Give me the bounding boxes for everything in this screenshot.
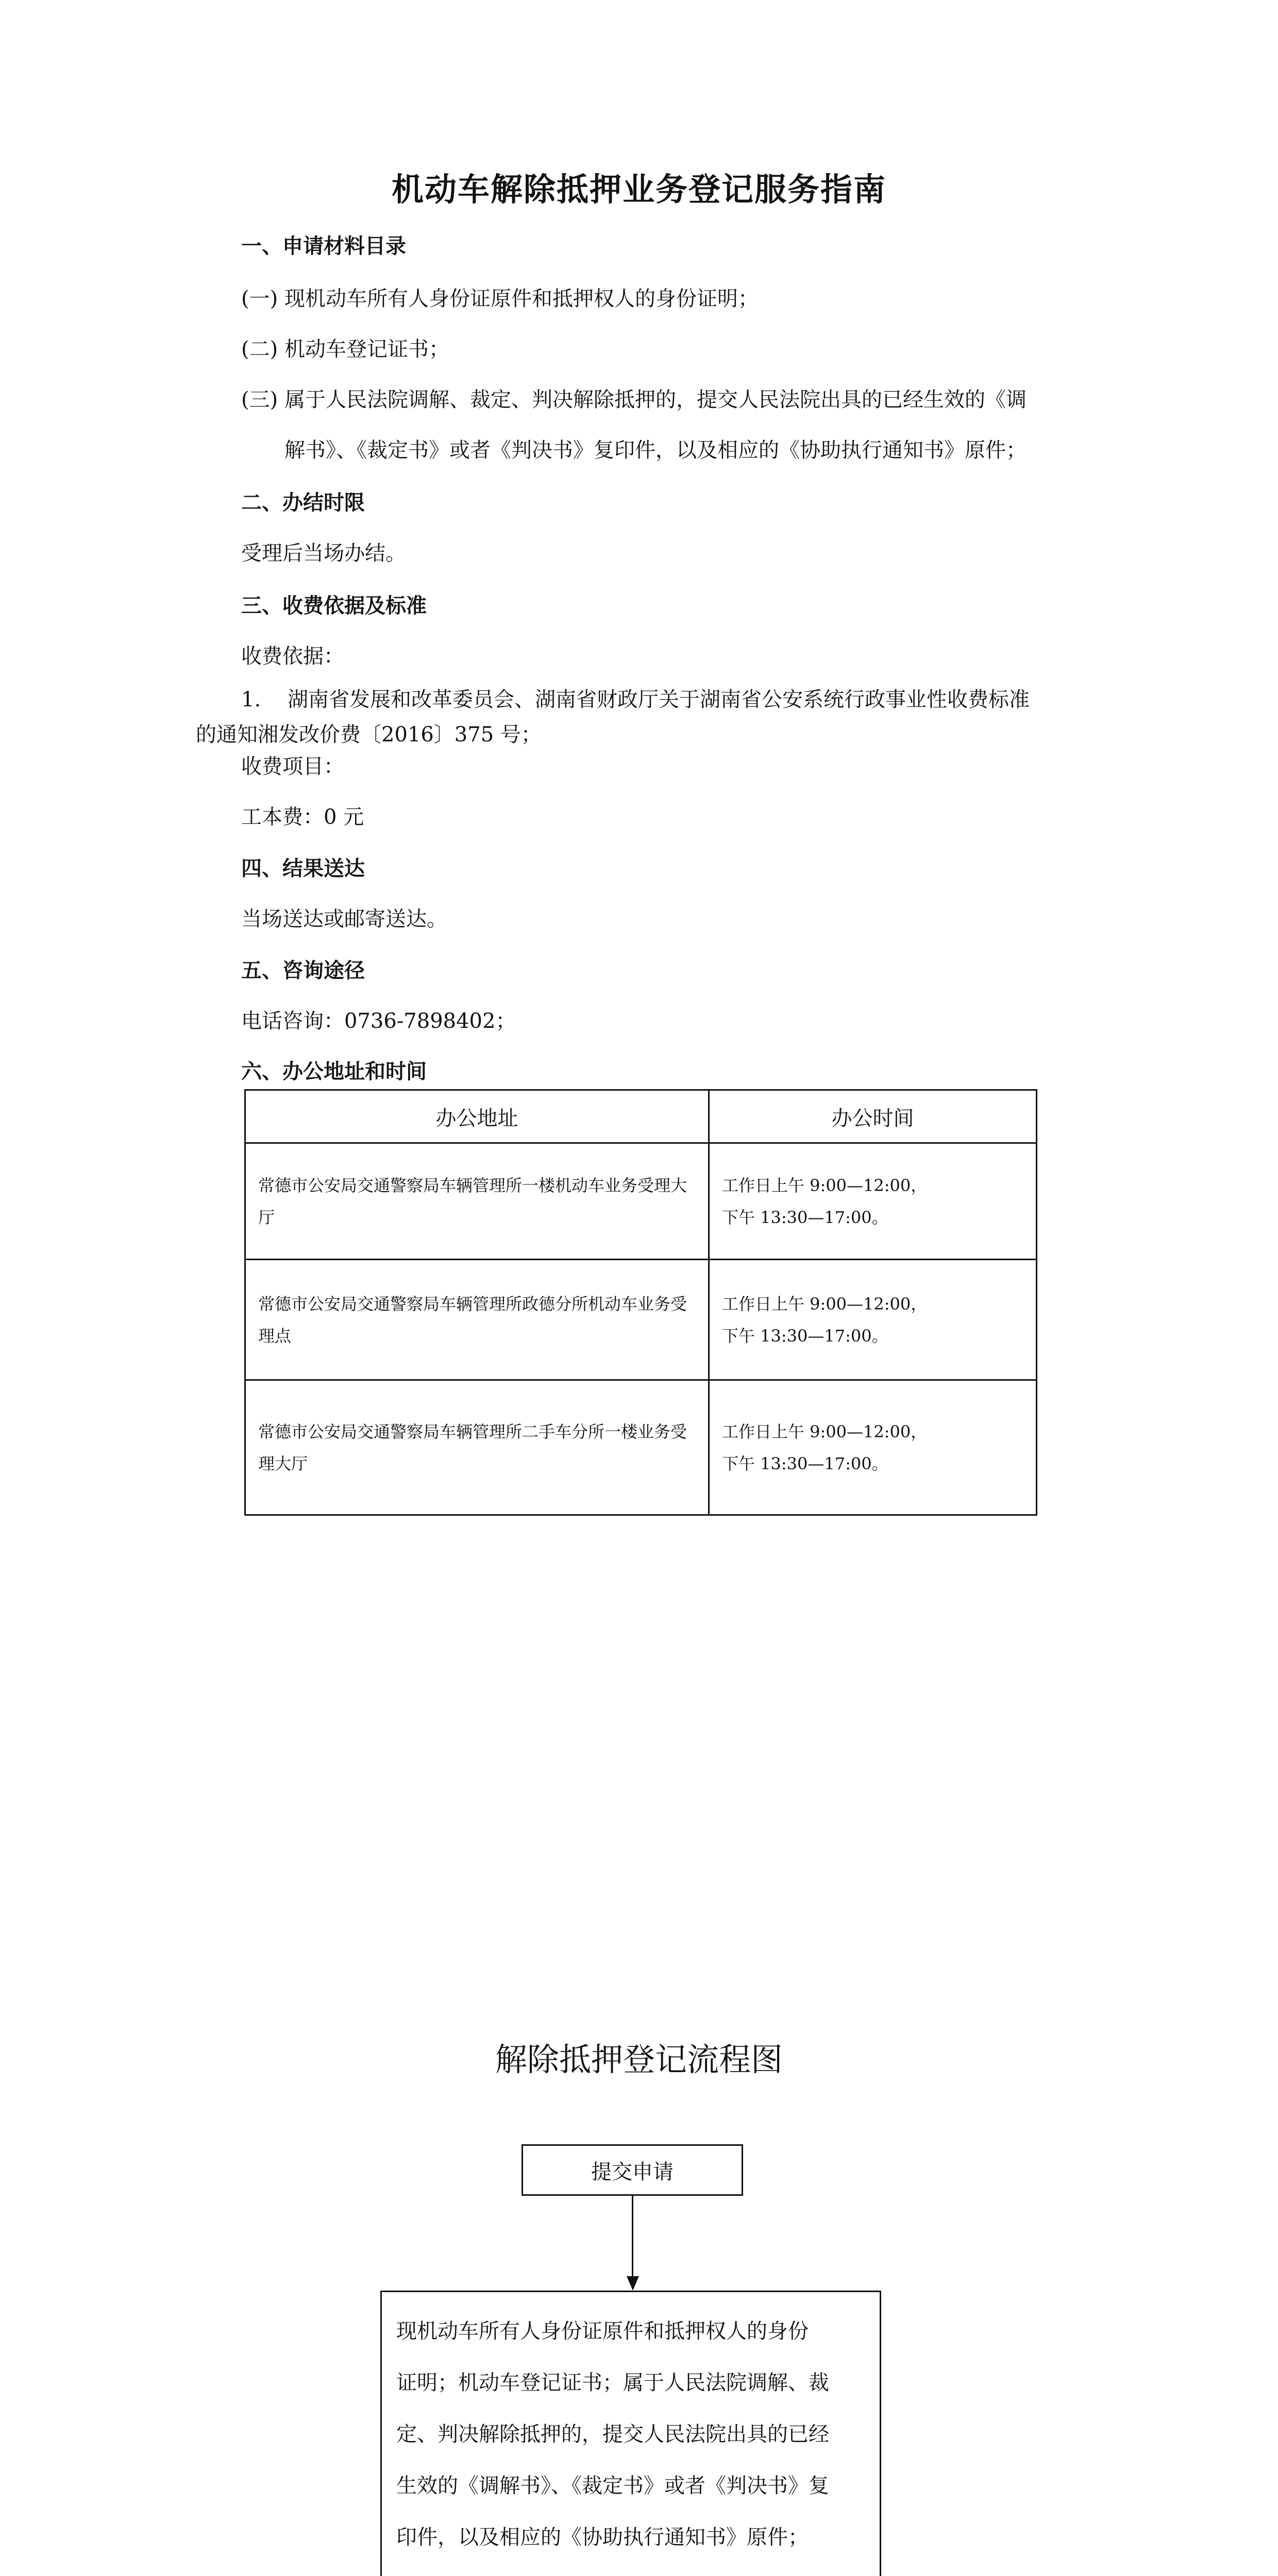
table-row: [245, 1380, 1037, 1515]
time-limit-text: 受理后当场办结。: [241, 541, 406, 565]
table-row: [245, 1260, 1037, 1380]
material-item-text-3-line2: 解书》、《裁定书》或者《判决书》复印件，以及相应的《协助执行通知书》原件；: [284, 438, 1027, 462]
page-title: 机动车解除抵押业务登记服务指南: [391, 171, 886, 208]
office-hours-afternoon: 下午 13:30—17:00。: [722, 1453, 888, 1473]
office-address: 常德市公安局交通警察局车辆管理所政德分所机动车业务受理点: [245, 1260, 709, 1380]
office-table: [244, 1089, 1037, 1516]
material-item-num-2: (二): [241, 337, 278, 361]
fee-items-label: 收费项目：: [241, 755, 344, 778]
material-item-text-2: 机动车登记证书；: [284, 337, 449, 361]
fee-cost: 工本费：0 元: [241, 805, 364, 829]
delivery-text: 当场送达或邮寄送达。: [241, 907, 447, 931]
flow-step-materials: [380, 2291, 881, 2576]
flow-step-materials-line-3: 定、判决解除抵押的，提交人民法院出具的已经: [396, 2422, 829, 2446]
fee-basis-num: 1.: [241, 688, 261, 711]
fee-basis-label: 收费依据：: [241, 645, 344, 668]
office-hours: [709, 1380, 1037, 1515]
office-hours-morning: 工作日上午 9:00—12:00，: [722, 1175, 928, 1195]
consult-phone: 电话咨询：0736-7898402；: [241, 1009, 516, 1033]
section-heading-offices: 六、办公地址和时间: [241, 1060, 427, 1083]
flow-arrow-1-head: [627, 2276, 639, 2291]
flow-step-materials-line-1: 现机动车所有人身份证原件和抵押权人的身份: [396, 2319, 809, 2343]
flow-step-materials-line-4: 生效的《调解书》、《裁定书》或者《判决书》复: [396, 2474, 829, 2498]
material-item-num-1: (一): [241, 287, 278, 311]
material-item-text-1: 现机动车所有人身份证原件和抵押权人的身份证明；: [284, 287, 759, 311]
flowchart-title: 解除抵押登记流程图: [495, 2041, 783, 2078]
column-header-hours: 办公时间: [709, 1090, 1037, 1143]
office-hours-afternoon: 下午 13:30—17:00。: [722, 1326, 888, 1346]
section-heading-delivery: 四、结果送达: [241, 857, 365, 880]
flow-step-submit-label: 提交申请: [591, 2160, 674, 2184]
office-address: 常德市公安局交通警察局车辆管理所一楼机动车业务受理大厅: [245, 1143, 709, 1260]
office-hours-morning: 工作日上午 9:00—12:00，: [722, 1421, 928, 1442]
column-header-address: 办公地址: [245, 1090, 709, 1143]
fee-basis-line1: 湖南省发展和改革委员会、湖南省财政厅关于湖南省公安系统行政事业性收费标准: [288, 688, 1030, 711]
office-hours: [709, 1260, 1037, 1380]
material-item-text-3-line1: 属于人民法院调解、裁定、判决解除抵押的，提交人民法院出具的已经生效的《调: [284, 388, 1027, 412]
office-hours: [709, 1143, 1037, 1260]
table-row: [245, 1143, 1037, 1260]
section-heading-consult: 五、咨询途径: [241, 959, 365, 982]
section-heading-fees: 三、收费依据及标准: [241, 594, 427, 618]
fee-basis-line2: 的通知湘发改价费〔2016〕375 号；: [196, 723, 542, 747]
material-item-num-3: (三): [241, 388, 278, 412]
office-address: 常德市公安局交通警察局车辆管理所二手车分所一楼业务受理大厅: [245, 1380, 709, 1515]
section-heading-materials: 一、申请材料目录: [241, 234, 406, 258]
flow-step-materials-line-5: 印件，以及相应的《协助执行通知书》原件；: [396, 2526, 809, 2549]
section-heading-time-limit: 二、办结时限: [241, 491, 365, 515]
office-hours-afternoon: 下午 13:30—17:00。: [722, 1207, 888, 1227]
flow-step-submit: [522, 2144, 743, 2196]
office-hours-morning: 工作日上午 9:00—12:00，: [722, 1294, 928, 1314]
flow-step-materials-line-2: 证明；机动车登记证书；属于人民法院调解、裁: [396, 2371, 829, 2395]
office-table-header: [245, 1090, 1037, 1143]
flow-arrow-1-line: [632, 2196, 633, 2278]
